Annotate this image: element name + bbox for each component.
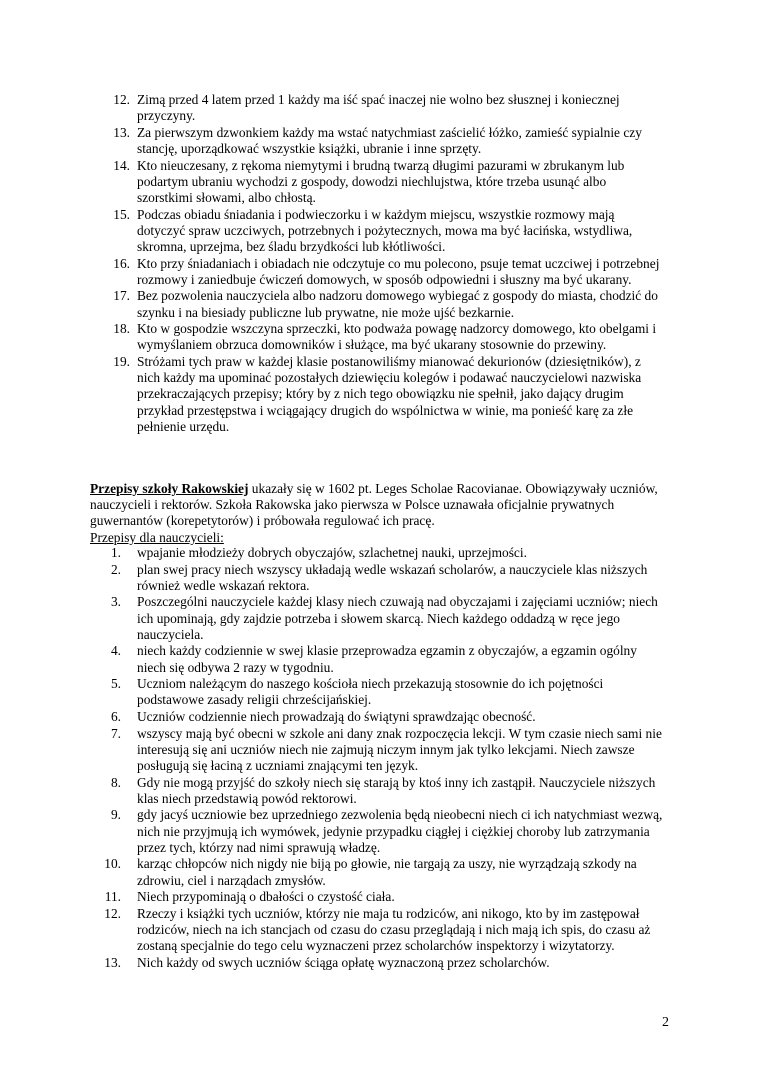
list-item-number: 7. bbox=[110, 725, 121, 741]
list-item-text: Gdy nie mogą przyjść do szkoły niech się starają by ktoś inny ich zastąpił. Nauczyciele niższych klas niech przedstawią powód rektorowi. bbox=[137, 774, 656, 806]
list-item-number: 18. bbox=[113, 321, 130, 337]
list-item-number: 14. bbox=[113, 157, 130, 173]
section-intro-paragraph bbox=[90, 481, 670, 530]
list-item bbox=[0, 321, 760, 353]
list-item bbox=[0, 856, 760, 888]
list-item bbox=[0, 955, 760, 971]
list-item-number: 11. bbox=[104, 889, 121, 905]
list-item-text: wpajanie młodzieży dobrych obyczajów, szlachetnej nauki, uprzejmości. bbox=[137, 545, 527, 560]
list-item-text: Bez pozwolenia nauczyciela albo nadzoru domowego wybiegać z gospody do miasta, chodzić do szynku i na biesiady publiczne lub prywatne, nie może ujść bezkarnie. bbox=[137, 288, 658, 320]
list-item-text: Kto w gospodzie wszczyna sprzeczki, kto podważa powagę nadzorcy domowego, kto obelgami i wymyślaniem obrzuca domowników i służące, ma być ukarany stosownie do przewiny. bbox=[137, 321, 657, 353]
section-title: Przepisy szkoły Rakowskiej bbox=[90, 481, 249, 496]
list-item-number: 17. bbox=[113, 288, 130, 304]
list-item-text: gdy jacyś uczniowie bez uprzedniego zezwolenia będą nieobecni niech ci ich natychmiast wezwą, nich nie przyjmują ich wymówek, jedynie przypadku ciągłej i ciężkiej choroby lub zatrzymania przez tych, którzy nad nimi sprawują władzę. bbox=[137, 807, 663, 855]
list-item bbox=[0, 125, 760, 157]
list-item-text: Podczas obiadu śniadania i podwieczorku i w każdym miejscu, wszystkie rozmowy mają dotyczyć spraw uczciwych, potrzebnych i pożytecznych, mowa ma być łacińska, wstydliwa, skromna, uprzejma, bez śladu brzydkości lub kłótliwości. bbox=[137, 206, 633, 254]
list-item-number: 12. bbox=[104, 905, 121, 921]
teacher-rules-subtitle: Przepisy dla nauczycieli: bbox=[90, 529, 224, 545]
list-item-text: Stróżami tych praw w każdej klasie postanowiliśmy mianować dekurionów (dziesiętników), z nich każdy ma upominać pozostałych dziewięciu kolegów i podawać nauczycielowi nazwiska przekraczających przepisy; który by z nich tego obowiązku nie spełnił, jako dający drugim przykład przestępstwa i wciągający drugich do wspólnictwa w winie, ma ponieść karę za złe pełnienie urzędu. bbox=[137, 353, 642, 434]
list-item-number: 16. bbox=[113, 255, 130, 271]
list-item-text: Uczniom należącym do naszego kościoła niech przekazują stosownie do ich pojętności podstawowe zasady religii chrześcijańskiej. bbox=[137, 676, 604, 708]
list-item-text: niech każdy codziennie w swej klasie przeprowadza egzamin z obyczajów, a egzamin ogólny niech się odbywa 2 razy w tygodniu. bbox=[137, 643, 637, 675]
list-item-number: 3. bbox=[110, 594, 121, 610]
list-item-text: Uczniów codziennie niech prowadzają do świątyni sprawdzając obecność. bbox=[137, 708, 536, 724]
list-item-number: 8. bbox=[110, 774, 121, 790]
list-item bbox=[0, 545, 760, 561]
list-item-number: 19. bbox=[113, 353, 130, 369]
list-item bbox=[0, 906, 760, 955]
list-item-number: 5. bbox=[110, 676, 121, 692]
school-rules-list bbox=[0, 92, 760, 435]
list-item bbox=[0, 726, 760, 775]
list-item bbox=[0, 256, 760, 288]
list-item-number: 15. bbox=[113, 206, 130, 222]
list-item-number: 6. bbox=[110, 708, 121, 724]
list-item bbox=[0, 207, 760, 256]
list-item bbox=[0, 594, 760, 643]
list-item bbox=[0, 807, 760, 856]
list-item-text: Za pierwszym dzwonkiem każdy ma wstać natychmiast zaścielić łóżko, zamieść sypialnie czy stancję, uporządkować wszystkie książki, ubranie i inne sprzęty. bbox=[137, 124, 642, 156]
list-item-number: 13. bbox=[113, 124, 130, 140]
list-item-text: Kto nieuczesany, z rękoma niemytymi i brudną twarzą długimi pazurami w zbrukanym lub podartym ubraniu wychodzi z gospody, dowodzi niechlujstwa, które trzeba usunąć albo szorstkimi słowami, albo chłostą. bbox=[137, 157, 625, 205]
list-item-text: Niech przypominają o dbałości o czystość ciała. bbox=[137, 889, 395, 905]
list-item bbox=[0, 354, 760, 435]
list-item-text: Rzeczy i książki tych uczniów, którzy nie maja tu rodziców, ani nikogo, kto by im zastępował rodziców, niech na ich stancjach od czasu do czasu przeglądają i nich mają ich spis, do czasu aż zostaną specjalnie do tego celu wyznaczeni przez scholarchów inspektorzy i wizytatorzy. bbox=[137, 905, 651, 954]
list-item-number: 10. bbox=[104, 856, 121, 872]
list-item-number: 9. bbox=[110, 807, 121, 823]
list-item-number: 2. bbox=[110, 561, 121, 577]
teacher-rules-list bbox=[0, 545, 760, 971]
list-item bbox=[0, 288, 760, 320]
list-item bbox=[0, 158, 760, 207]
list-item-text: Nich każdy od swych uczniów ściąga opłatę wyznaczoną przez scholarchów. bbox=[137, 954, 550, 970]
list-item-text: Poszczególni nauczyciele każdej klasy niech czuwają nad obyczajami i zajęciami uczniów; niech ich upominają, gdy zajdzie potrzeba i słowem skarcą. Niech każdego oddadzą w ręce jego nauczyciela. bbox=[137, 594, 658, 642]
list-item-text: plan swej pracy niech wszyscy układają wedle wskazań scholarów, a nauczyciele klas niższych również wedle wskazań rektora. bbox=[137, 561, 648, 593]
list-item bbox=[0, 643, 760, 675]
list-item bbox=[0, 775, 760, 807]
list-item-text: Zimą przed 4 latem przed 1 każdy ma iść spać inaczej nie wolno bez słusznej i koniecznej przyczyny. bbox=[137, 92, 620, 124]
list-item-text: wszyscy mają być obecni w szkole ani dany znak rozpoczęcia lekcji. W tym czasie niech sami nie interesują się ani uczniów niech nie zajmują niczym innym jak tylko lekcjami. Niech zawsze posługują się łaciną z uczniami znającymi ten język. bbox=[137, 725, 662, 773]
list-item-number: 12. bbox=[113, 92, 130, 107]
page-number: 2 bbox=[662, 1015, 669, 1030]
list-item bbox=[0, 709, 760, 725]
list-item-text: karząc chłopców nich nigdy nie biją po głowie, nie targają za uszy, nie wyrządzają szkody na zdrowiu, ciel i narządach zmysłów. bbox=[137, 856, 637, 888]
list-item bbox=[0, 562, 760, 594]
list-item bbox=[0, 676, 760, 708]
section-intro-text: ukazały się w 1602 pt. Leges Scholae Racovianae. Obowiązywały uczniów, nauczycieli i rektorów. Szkoła Rakowska jako pierwsza w Polsce uznawała oficjalnie prywatnych guwernantów (korepetytorów) i próbowała regulować ich pracę. bbox=[90, 481, 658, 529]
list-item-number: 4. bbox=[110, 643, 121, 659]
list-item bbox=[0, 92, 760, 124]
rakow-school-section bbox=[90, 481, 670, 546]
list-item-number: 13. bbox=[104, 954, 121, 970]
list-item-text: Kto przy śniadaniach i obiadach nie odczytuje co mu polecono, psuje temat uczciwej i potrzebnej rozmowy i zaniedbuje ćwiczeń domowych, w sposób odpowiedni i słuszny ma być ukarany. bbox=[137, 255, 660, 287]
list-item bbox=[0, 889, 760, 905]
list-item-number: 1. bbox=[110, 545, 121, 560]
